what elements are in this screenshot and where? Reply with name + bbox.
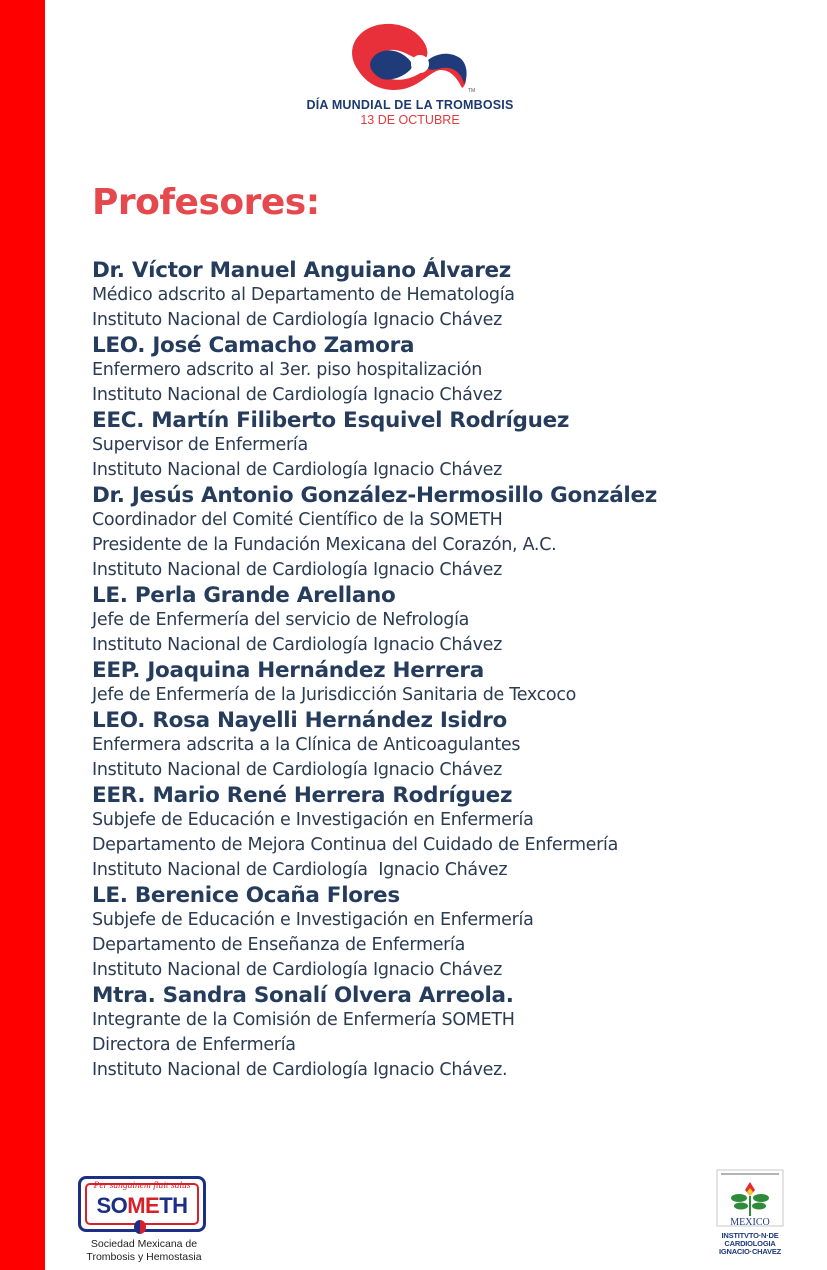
professor-affiliation: Departamento de Enseñanza de Enfermería (92, 935, 466, 955)
professor-entry (92, 408, 812, 483)
professors-list (92, 258, 812, 1083)
logo-title: DÍA MUNDIAL DE LA TROMBOSIS (306, 98, 514, 112)
professor-name: Mtra. Sandra Sonalí Olvera Arreola. (92, 983, 514, 1008)
infinity-ribbon-icon (340, 18, 480, 96)
institute-mexico-text: MEXICO (730, 1217, 770, 1228)
professor-affiliation: Instituto Nacional de Cardiología Ignacio Chávez (92, 860, 508, 880)
professor-name: LEO. José Camacho Zamora (92, 333, 415, 358)
professor-entry (92, 783, 812, 883)
professor-entry (92, 583, 812, 658)
professor-affiliation: Instituto Nacional de Cardiología Ignacio Chávez (92, 385, 502, 405)
professor-affiliation: Jefe de Enfermería del servicio de Nefrología (92, 610, 470, 630)
professor-name: EER. Mario René Herrera Rodríguez (92, 783, 513, 808)
institute-emblem-icon (715, 1168, 785, 1228)
someth-subtitle: Sociedad Mexicana de Trombosis y Hemostasia (86, 1238, 202, 1263)
professor-name: Dr. Víctor Manuel Anguiano Álvarez (92, 258, 511, 283)
section-title: Profesores: (92, 182, 320, 223)
professor-entry (92, 658, 812, 708)
world-thrombosis-day-logo (290, 18, 530, 138)
professor-name: EEC. Martín Filiberto Esquivel Rodríguez (92, 408, 570, 433)
professor-affiliation: Coordinador del Comité Científico de la SOMETH (92, 510, 503, 530)
professor-affiliation: Instituto Nacional de Cardiología Ignacio Chávez (92, 310, 502, 330)
professor-affiliation: Integrante de la Comisión de Enfermería SOMETH (92, 1010, 515, 1030)
professor-entry (92, 708, 812, 783)
professor-affiliation: Instituto Nacional de Cardiología Ignacio Chávez (92, 960, 502, 980)
professor-affiliation: Presidente de la Fundación Mexicana del Corazón, A.C. (92, 535, 557, 555)
professor-affiliation: Enfermera adscrita a la Clínica de Anticoagulantes (92, 735, 521, 755)
professor-name: Dr. Jesús Antonio González-Hermosillo González (92, 483, 657, 508)
red-side-band (0, 0, 45, 1270)
professor-name: LE. Perla Grande Arellano (92, 583, 396, 608)
institute-name-line-2: CARDIOLOGIA (724, 1239, 776, 1248)
svg-text:TM: TM (468, 88, 476, 94)
institute-cardiology-logo (715, 1168, 785, 1268)
professor-affiliation: Instituto Nacional de Cardiología Ignacio Chávez (92, 460, 502, 480)
professor-affiliation: Instituto Nacional de Cardiología Ignacio Chávez (92, 760, 502, 780)
logo-date: 13 DE OCTUBRE (360, 113, 460, 127)
professor-name: LE. Berenice Ocaña Flores (92, 883, 400, 908)
professor-name: LEO. Rosa Nayelli Hernández Isidro (92, 708, 507, 733)
someth-logo (76, 1176, 212, 1266)
professor-entry (92, 258, 812, 333)
professor-affiliation: Departamento de Mejora Continua del Cuidado de Enfermería (92, 835, 619, 855)
professor-affiliation: Instituto Nacional de Cardiología Ignacio Chávez (92, 560, 502, 580)
professor-affiliation: Directora de Enfermería (92, 1035, 296, 1055)
professor-entry (92, 483, 812, 583)
professor-affiliation: Jefe de Enfermería de la Jurisdicción Sanitaria de Texcoco (92, 685, 577, 705)
professor-name: EEP. Joaquina Hernández Herrera (92, 658, 484, 683)
professor-affiliation: Enfermero adscrito al 3er. piso hospitalización (92, 360, 483, 380)
professor-affiliation: Instituto Nacional de Cardiología Ignacio Chávez. (92, 1060, 508, 1080)
professor-affiliation: Subjefe de Educación e Investigación en Enfermería (92, 910, 534, 930)
institute-name-line-3: IGNACIO·CHAVEZ (718, 1247, 782, 1256)
someth-dot-icon (134, 1220, 146, 1234)
someth-motto: Per sanguinem fluit salus (93, 1181, 191, 1191)
professor-entry (92, 883, 812, 983)
professor-entry (92, 983, 812, 1083)
professor-affiliation: Supervisor de Enfermería (92, 435, 308, 455)
institute-name-line-1: INSTITVTO·N·DE (721, 1231, 779, 1240)
professor-entry (92, 333, 812, 408)
someth-name: SOMETH (96, 1193, 188, 1218)
professor-affiliation: Subjefe de Educación e Investigación en Enfermería (92, 810, 534, 830)
professor-affiliation: Instituto Nacional de Cardiología Ignacio Chávez (92, 635, 502, 655)
professor-affiliation: Médico adscrito al Departamento de Hematología (92, 285, 515, 305)
